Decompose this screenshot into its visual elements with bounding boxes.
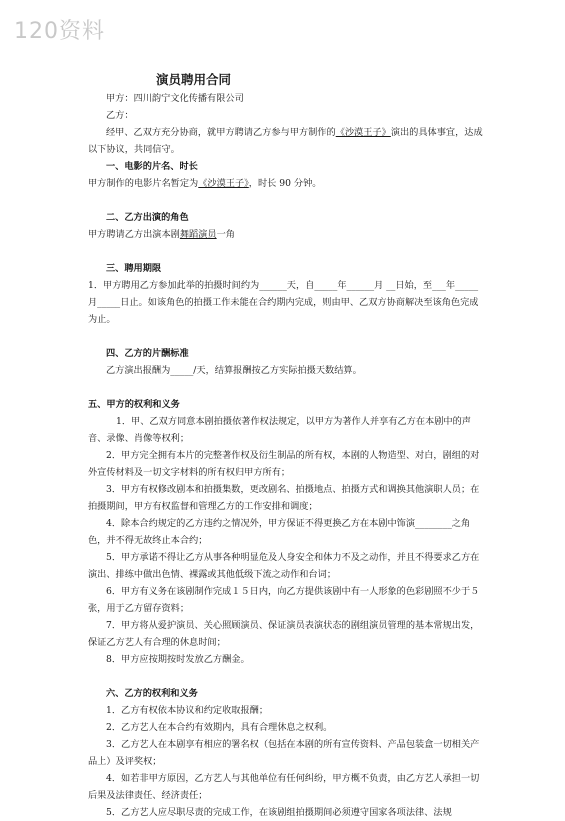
- s5-item: 8．甲方应按期按时发放乙方酬金。: [106, 654, 250, 665]
- page-title: 演员聘用合同: [156, 72, 232, 87]
- s2-post: 一角: [216, 229, 235, 240]
- intro-film-title: 《沙漠王子》: [335, 127, 391, 138]
- section-3-text: 1．甲方聘用乙方参加此举的拍摄时间约为______天，自_____年______月 __日始，至___年_____月_____日止。如该角色的拍摄工作未能在合约期内完成，则由甲、乙双方协商解决至该角色完成为止。: [88, 280, 479, 325]
- s5-item: 4．除本合约规定的乙方违约之情况外，甲方保证不得更换乙方在本剧中饰演________之角色，并不得无故终止本合约；: [88, 518, 471, 546]
- watermark: 120资料: [14, 19, 105, 44]
- intro-paragraph: [88, 124, 483, 158]
- contract-page: [88, 72, 483, 821]
- s1-pre: 甲方制作的电影片名暂定为: [88, 178, 199, 189]
- party-a-name: 四川韵宁文化传播有限公司: [133, 93, 244, 104]
- section-1-heading: 一、电影的片名、时长: [106, 161, 198, 172]
- s6-item: 4．如若非甲方原因，乙方艺人与其他单位有任何纠纷，甲方概不负责，由乙方艺人承担一切后果及法律责任、经济责任；: [88, 773, 480, 801]
- s5-item: 7．甲方将从爱护演员、关心照顾演员、保证演员表演状态的剧组演员管理的基本常规出发，保证乙方艺人有合理的休息时间；: [88, 620, 480, 648]
- intro-pre: 经甲、乙双方充分协商，就甲方聘请乙方参与甲方制作的: [106, 127, 336, 138]
- section-4-text: 乙方演出报酬为_____/天，结算报酬按乙方实际拍摄天数结算。: [106, 365, 362, 376]
- s5-item: 1．甲、乙双方同意本剧拍摄依著作权法规定，以甲方为著作人并享有乙方在本剧中的声音、录像、肖像等权利；: [88, 416, 471, 444]
- s2-role: 舞蹈演员: [179, 229, 217, 240]
- s5-item: 3．甲方有权修改剧本和拍摄集数，更改剧名、拍摄地点、拍摄方式和调换其他演职人员；在拍摄期间，甲方有权监督和管理乙方的工作安排和调度；: [88, 484, 480, 512]
- party-b-line: 乙方：: [106, 110, 134, 121]
- section-2-text: [88, 226, 483, 243]
- s5-item: 5．甲方承诺不得让乙方从事各种明显危及人身安全和体力不及之动作，并且不得要求乙方在演出、排练中做出色情、裸露或其他低级下流之动作和台词；: [88, 552, 480, 580]
- party-a-prefix: 甲方：: [106, 93, 134, 104]
- party-a-line: [88, 90, 483, 107]
- section-2-heading: 二、乙方出演的角色: [106, 212, 189, 223]
- s5-item: 2．甲方完全拥有本片的完整著作权及衍生制品的所有权，本剧的人物造型、对白，剧组的对外宣传材料及一切文字材料的所有权归甲方所有；: [88, 450, 480, 478]
- s1-film-title: 《沙漠王子》: [198, 178, 249, 189]
- section-3-heading: 三、聘用期限: [106, 263, 162, 274]
- section-4-heading: 四、乙方的片酬标准: [106, 348, 189, 359]
- s6-item: 2．乙方艺人在本合约有效期内，具有合理休息之权利。: [106, 722, 333, 733]
- section-6-heading: 六、乙方的权利和义务: [106, 688, 198, 699]
- section-1-text: [88, 175, 483, 192]
- s1-post: ，时长 90 分钟。: [248, 178, 322, 189]
- s5-item: 6．甲方有义务在该剧制作完成１５日内，向乙方提供该剧中有一人形象的色彩剧照不少于５张，用于乙方留存资料；: [88, 586, 480, 614]
- s2-pre: 甲方聘请乙方出演本剧: [88, 229, 180, 240]
- section-5-heading: 五、甲方的权利和义务: [88, 399, 180, 410]
- intro-post: 演出的具体事宜，达成以下协议，共同信守。: [88, 127, 483, 155]
- s6-item: 3．乙方艺人在本剧享有相应的署名权（包括在本剧的所有宣传资料、产品包装盒一切相关产品上）及评奖权；: [88, 739, 480, 767]
- s6-item: 1．乙方有权依本协议和约定收取报酬；: [106, 705, 269, 716]
- s6-item: 5．乙方艺人应尽职尽责的完成工作，在该剧组拍摄期间必须遵守国家各项法律、法规: [106, 807, 452, 818]
